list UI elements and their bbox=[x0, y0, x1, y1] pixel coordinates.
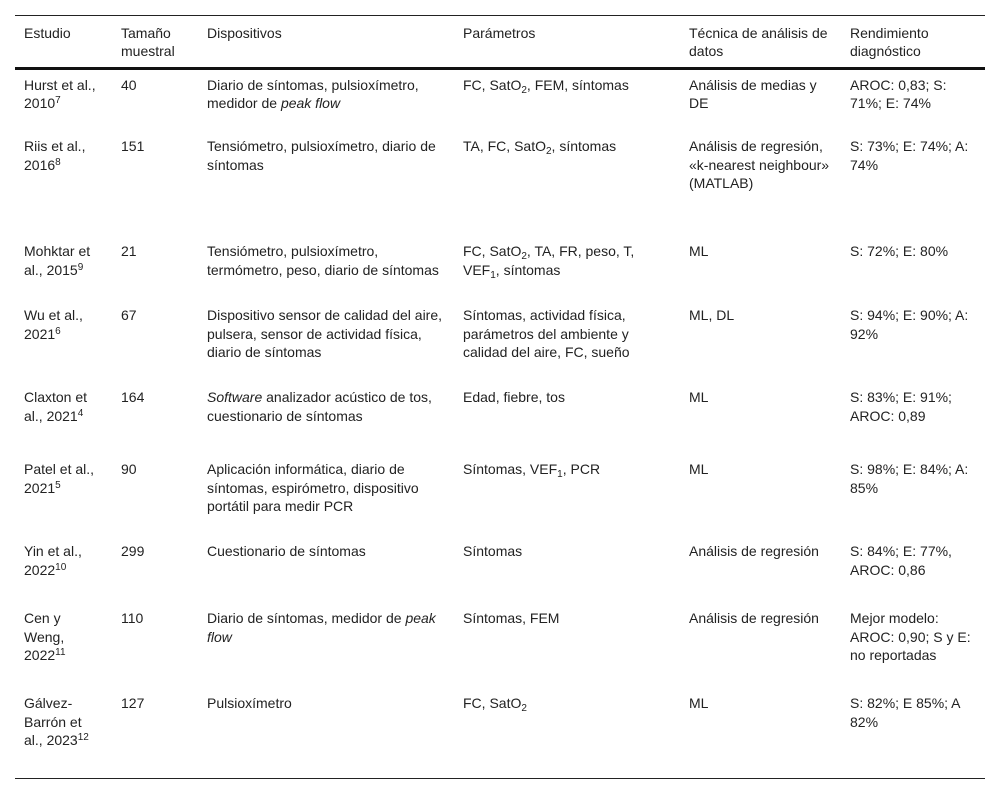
subscript: 2 bbox=[521, 84, 527, 96]
cell-text: 151 bbox=[121, 138, 145, 155]
cell-text: Síntomas, VEF bbox=[463, 461, 558, 478]
subscript: 1 bbox=[490, 269, 496, 281]
cell-text: Diario de síntomas, pulsioxímetro, medidor de bbox=[207, 76, 419, 112]
table-row bbox=[15, 131, 985, 236]
cell-tecnica bbox=[680, 68, 841, 131]
cell-text: Dispositivo sensor de calidad del aire, pulsera, sensor de actividad física, diario de síntomas bbox=[207, 307, 443, 361]
subscript: 1 bbox=[557, 469, 563, 481]
cell-rendimiento bbox=[841, 454, 985, 536]
cell-n bbox=[112, 68, 198, 131]
cell-text: S: 98%; E: 84%; A: 85% bbox=[850, 461, 969, 496]
cell-n bbox=[112, 603, 198, 688]
subscript: 2 bbox=[545, 146, 552, 158]
cell-rendimiento bbox=[841, 536, 985, 603]
cell-parametros bbox=[454, 236, 680, 300]
header-dispositivos: Dispositivos bbox=[207, 25, 282, 41]
table-row bbox=[15, 603, 985, 688]
cell-text: Hurst et al., 2010 bbox=[24, 76, 96, 112]
subscript: 2 bbox=[521, 251, 527, 263]
header-tecnica: Técnica de análisis de datos bbox=[689, 25, 828, 60]
cell-n bbox=[112, 300, 198, 382]
cell-text: Pulsioxímetro bbox=[207, 695, 292, 712]
cell-estudio bbox=[15, 300, 112, 382]
cell-text: AROC: 0,83; S: 71%; E: 74% bbox=[850, 76, 947, 112]
cell-text: Aplicación informática, diario de síntomas, espirómetro, dispositivo portátil para medir PCR bbox=[207, 461, 419, 515]
cell-tecnica bbox=[680, 688, 841, 778]
cell-rendimiento bbox=[841, 603, 985, 688]
cell-n bbox=[112, 454, 198, 536]
cell-parametros bbox=[454, 68, 680, 131]
cell-text: , PCR bbox=[562, 461, 601, 478]
cell-tecnica bbox=[680, 300, 841, 382]
table-row bbox=[15, 454, 985, 536]
cell-n bbox=[112, 236, 198, 300]
cell-text: ML, DL bbox=[689, 307, 735, 324]
cell-estudio bbox=[15, 536, 112, 603]
cell-dispositivos bbox=[198, 603, 454, 688]
cell-n bbox=[112, 688, 198, 778]
cell-n bbox=[112, 382, 198, 454]
cell-text: Cuestionario de síntomas bbox=[207, 543, 366, 560]
cell-estudio bbox=[15, 131, 112, 236]
cell-text: 110 bbox=[121, 610, 144, 627]
cell-dispositivos bbox=[198, 68, 454, 131]
cell-rendimiento bbox=[841, 382, 985, 454]
cell-text: Síntomas, FEM bbox=[463, 610, 560, 627]
cell-estudio bbox=[15, 68, 112, 131]
cell-dispositivos bbox=[198, 300, 454, 382]
cell-text: S: 84%; E: 77%, AROC: 0,86 bbox=[850, 543, 952, 578]
cell-text: , TA, FR, peso, T, VEF bbox=[463, 243, 635, 278]
cell-text: 127 bbox=[121, 695, 145, 712]
cell-text: ML bbox=[689, 695, 709, 712]
cell-text: Patel et al., 2021 bbox=[24, 461, 95, 496]
reference-superscript: 5 bbox=[55, 479, 61, 491]
cell-text: Yin et al., 2022 bbox=[24, 543, 82, 578]
table-row bbox=[15, 688, 985, 778]
cell-parametros bbox=[454, 688, 680, 778]
cell-text: ML bbox=[689, 243, 709, 260]
cell-parametros bbox=[454, 131, 680, 236]
cell-text: Tensiómetro, pulsioxímetro, diario de síntomas bbox=[207, 138, 436, 173]
cell-text: Claxton et al., 2021 bbox=[24, 389, 88, 424]
cell-text: analizador acústico de tos, cuestionario de síntomas bbox=[207, 389, 432, 424]
cell-tecnica bbox=[680, 382, 841, 454]
table-header-row bbox=[15, 16, 985, 69]
subscript: 2 bbox=[521, 703, 527, 715]
cell-n bbox=[112, 536, 198, 603]
reference-superscript: 6 bbox=[55, 325, 61, 337]
cell-text: FC, SatO bbox=[463, 695, 522, 712]
header-tamano-muestral: Tamaño muestral bbox=[121, 25, 175, 60]
cell-dispositivos bbox=[198, 688, 454, 778]
cell-text: , síntomas bbox=[495, 261, 561, 278]
cell-rendimiento bbox=[841, 688, 985, 778]
cell-text: Mohktar et al., 2015 bbox=[24, 243, 91, 278]
cell-estudio bbox=[15, 454, 112, 536]
cell-tecnica bbox=[680, 536, 841, 603]
cell-rendimiento bbox=[841, 300, 985, 382]
cell-text: Cen y Weng, 2022 bbox=[24, 610, 65, 664]
cell-text: 164 bbox=[121, 389, 145, 406]
reference-superscript: 4 bbox=[77, 407, 84, 419]
cell-tecnica bbox=[680, 603, 841, 688]
header-parametros: Parámetros bbox=[463, 25, 536, 41]
cell-parametros bbox=[454, 382, 680, 454]
cell-text: Análisis de regresión bbox=[689, 543, 819, 560]
cell-text: TA, FC, SatO bbox=[463, 138, 546, 155]
cell-text: S: 82%; E 85%; A 82% bbox=[850, 695, 960, 730]
cell-dispositivos bbox=[198, 536, 454, 603]
cell-text: Mejor modelo: AROC: 0,90; S y E: no reportadas bbox=[850, 610, 971, 664]
cell-text: 90 bbox=[121, 461, 137, 478]
cell-parametros bbox=[454, 603, 680, 688]
cell-text: , FEM, síntomas bbox=[526, 76, 629, 93]
cell-rendimiento bbox=[841, 236, 985, 300]
cell-text: Gálvez-Barrón et al., 2023 bbox=[24, 695, 82, 749]
cell-tecnica bbox=[680, 236, 841, 300]
cell-tecnica bbox=[680, 131, 841, 236]
cell-text: S: 72%; E: 80% bbox=[850, 243, 949, 260]
table-row bbox=[15, 236, 985, 300]
cell-text: S: 83%; E: 91%; AROC: 0,89 bbox=[850, 389, 952, 424]
cell-rendimiento bbox=[841, 68, 985, 131]
reference-superscript: 9 bbox=[77, 261, 84, 273]
cell-text: Edad, fiebre, tos bbox=[463, 389, 565, 406]
table-body bbox=[15, 68, 985, 778]
table-row bbox=[15, 300, 985, 382]
cell-dispositivos bbox=[198, 131, 454, 236]
cell-text: FC, SatO bbox=[463, 76, 522, 93]
cell-text: Síntomas bbox=[463, 543, 523, 560]
cell-text: FC, SatO bbox=[463, 243, 522, 260]
cell-estudio bbox=[15, 688, 112, 778]
cell-text: , síntomas bbox=[551, 138, 617, 155]
cell-estudio bbox=[15, 236, 112, 300]
studies-table bbox=[15, 15, 985, 779]
cell-text: Software bbox=[207, 389, 263, 406]
reference-superscript: 10 bbox=[55, 561, 67, 573]
table-row bbox=[15, 68, 985, 131]
cell-text: Riis et al., 2016 bbox=[24, 138, 86, 173]
cell-text: Tensiómetro, pulsioxímetro, termómetro, peso, diario de síntomas bbox=[207, 243, 439, 278]
cell-text: 40 bbox=[121, 76, 137, 93]
reference-superscript: 12 bbox=[77, 732, 89, 744]
table-row bbox=[15, 382, 985, 454]
cell-dispositivos bbox=[198, 454, 454, 536]
reference-superscript: 8 bbox=[55, 156, 61, 168]
cell-estudio bbox=[15, 603, 112, 688]
cell-text: 21 bbox=[121, 243, 137, 260]
cell-text: S: 94%; E: 90%; A: 92% bbox=[850, 307, 969, 342]
cell-text: Análisis de regresión, «k-nearest neighbour» (MATLAB) bbox=[689, 138, 830, 192]
cell-rendimiento bbox=[841, 131, 985, 236]
cell-parametros bbox=[454, 536, 680, 603]
cell-text: ML bbox=[689, 461, 709, 478]
cell-n bbox=[112, 131, 198, 236]
table-row bbox=[15, 536, 985, 603]
cell-text: Análisis de medias y DE bbox=[689, 76, 817, 112]
cell-text: Análisis de regresión bbox=[689, 610, 819, 627]
reference-superscript: 11 bbox=[55, 647, 66, 659]
reference-superscript: 7 bbox=[55, 95, 61, 107]
cell-text: Wu et al., 2021 bbox=[24, 307, 83, 342]
cell-estudio bbox=[15, 382, 112, 454]
cell-text: ML bbox=[689, 389, 709, 406]
cell-dispositivos bbox=[198, 236, 454, 300]
cell-parametros bbox=[454, 454, 680, 536]
cell-tecnica bbox=[680, 454, 841, 536]
cell-dispositivos bbox=[198, 382, 454, 454]
cell-text: peak flow bbox=[280, 95, 341, 112]
header-rendimiento: Rendimiento diagnóstico bbox=[850, 25, 929, 60]
cell-text: Diario de síntomas, medidor de bbox=[207, 610, 406, 627]
cell-parametros bbox=[454, 300, 680, 382]
cell-text: S: 73%; E: 74%; A: 74% bbox=[850, 138, 969, 173]
cell-text: 67 bbox=[121, 307, 137, 324]
cell-text: 299 bbox=[121, 543, 145, 560]
cell-text: Síntomas, actividad física, parámetros del ambiente y calidad del aire, FC, sueño bbox=[463, 307, 630, 361]
header-estudio: Estudio bbox=[24, 25, 71, 41]
cell-text: peak flow bbox=[207, 610, 436, 645]
